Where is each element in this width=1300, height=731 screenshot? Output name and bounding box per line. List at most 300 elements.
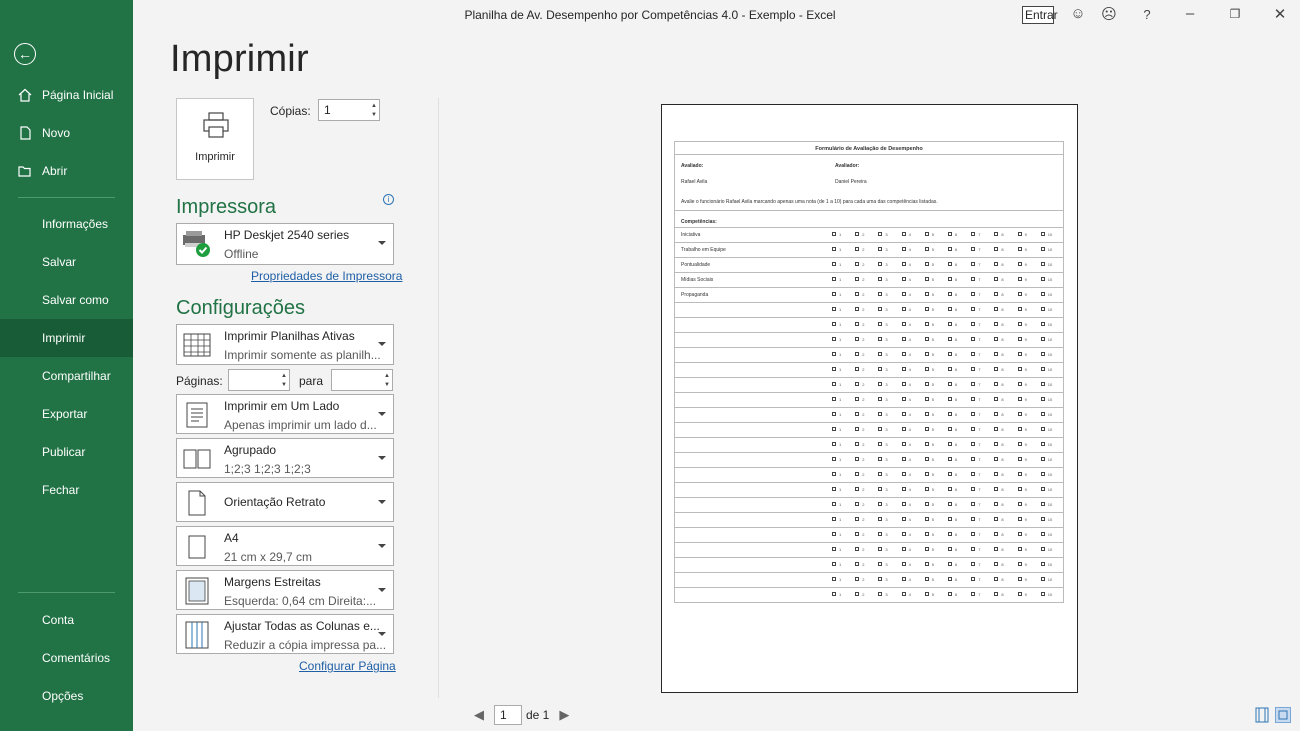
rating-number: 5 (931, 322, 935, 327)
rating-row (675, 423, 1063, 438)
rating-row (675, 543, 1063, 558)
rating-number: 3 (885, 502, 888, 507)
rating-row (675, 243, 1063, 258)
rating-checkbox (971, 592, 975, 596)
rating-number: 3 (885, 577, 888, 582)
rating-number: 1 (839, 232, 842, 237)
rating-number: 6 (955, 412, 958, 417)
rating-checkbox (902, 292, 906, 296)
rating-checkbox (832, 352, 836, 356)
rating-checkbox (1041, 232, 1045, 236)
rating-number: 4 (908, 307, 911, 312)
rating-checkbox (878, 367, 882, 371)
rating-row (675, 438, 1063, 453)
rating-number: 4 (908, 397, 911, 402)
rating-number: 4 (908, 487, 911, 492)
rating-number: 2 (862, 412, 865, 417)
orientation-dropdown[interactable] (176, 482, 394, 522)
rating-checkbox (902, 547, 906, 551)
rating-number: 5 (931, 247, 935, 252)
rating-number: 4 (908, 532, 911, 537)
rating-checkbox (878, 517, 882, 521)
rating-number: 9 (1024, 547, 1027, 552)
rating-checkbox (971, 502, 975, 506)
rating-number: 9 (1024, 367, 1027, 372)
rating-checkbox (878, 487, 882, 491)
rating-checkbox (1018, 457, 1022, 461)
rating-number: 2 (862, 517, 865, 522)
rating-number: 7 (978, 247, 981, 252)
rating-checkbox (971, 487, 975, 491)
rating-number: 6 (955, 532, 958, 537)
setting-title: Orientação Retrato (224, 495, 326, 509)
minimize-icon[interactable]: – (1185, 5, 1195, 22)
rating-number: 2 (862, 307, 865, 312)
scaling-dropdown[interactable] (176, 614, 394, 654)
rating-number: 3 (885, 427, 888, 432)
printer-properties-link[interactable]: Propriedades de Impressora (251, 269, 403, 283)
rating-number: 1 (839, 577, 842, 582)
rating-checkbox (855, 562, 859, 566)
rating-number: 1 (839, 367, 842, 372)
rating-number: 4 (908, 292, 911, 297)
rating-checkbox (878, 247, 882, 251)
rating-number: 9 (1024, 277, 1027, 282)
rating-checkbox (878, 307, 882, 311)
rating-number: 1 (839, 442, 842, 447)
rating-checkbox (855, 577, 859, 581)
rating-number: 10 (1047, 502, 1053, 507)
rating-number: 4 (908, 502, 911, 507)
rating-row (675, 528, 1063, 543)
nav-informacoes[interactable] (0, 205, 133, 243)
rating-checkbox (878, 577, 882, 581)
rating-number: 1 (839, 562, 842, 567)
rating-checkbox (1018, 382, 1022, 386)
rating-number: 5 (931, 397, 935, 402)
rating-number: 2 (862, 502, 865, 507)
rating-checkbox (855, 517, 859, 521)
rating-number: 10 (1047, 412, 1053, 417)
rating-checkbox (948, 592, 952, 596)
pages-to-input[interactable] (331, 369, 393, 391)
rating-number: 6 (955, 577, 958, 582)
rating-number: 5 (931, 517, 935, 522)
rating-number: 6 (955, 247, 958, 252)
rating-checkbox (925, 442, 929, 446)
rating-number: 8 (1001, 442, 1004, 447)
rating-checkbox (1041, 487, 1045, 491)
rating-checkbox (878, 262, 882, 266)
rating-checkbox (971, 427, 975, 431)
prev-page-icon[interactable]: ◀ (474, 707, 484, 722)
competencia-name: Pontualidade (681, 262, 711, 268)
nav-abrir[interactable] (0, 152, 133, 190)
rating-checkbox (971, 562, 975, 566)
rating-checkbox (971, 292, 975, 296)
rating-number: 9 (1024, 457, 1027, 462)
rating-number: 6 (955, 427, 958, 432)
rating-number: 7 (978, 532, 981, 537)
rating-checkbox (832, 247, 836, 251)
nav-conta[interactable] (0, 601, 133, 639)
rating-checkbox (948, 517, 952, 521)
rating-checkbox (948, 532, 952, 536)
rating-number: 10 (1047, 517, 1053, 522)
rating-number: 2 (862, 532, 865, 537)
rating-number: 9 (1024, 397, 1027, 402)
rating-checkbox (878, 532, 882, 536)
rating-checkbox (925, 472, 929, 476)
rating-checkbox (1041, 442, 1045, 446)
rating-row (675, 483, 1063, 498)
print-button[interactable] (176, 98, 254, 180)
rating-number: 9 (1024, 592, 1027, 597)
rating-number: 2 (862, 232, 865, 237)
rating-row (675, 453, 1063, 468)
rating-number: 3 (885, 232, 888, 237)
rating-checkbox (971, 472, 975, 476)
rating-checkbox (994, 262, 998, 266)
rating-checkbox (902, 367, 906, 371)
nav-label: Compartilhar (42, 369, 111, 383)
copies-value: 1 (324, 103, 331, 117)
nav-pagina-inicial[interactable] (0, 76, 133, 114)
rating-number: 5 (931, 367, 935, 372)
rating-checkbox (1018, 292, 1022, 296)
nav-label: Abrir (42, 164, 68, 178)
rating-checkbox (948, 382, 952, 386)
rating-number: 1 (839, 322, 842, 327)
rating-checkbox (832, 262, 836, 266)
rating-number: 3 (885, 442, 888, 447)
setting-title: Agrupado (224, 443, 277, 457)
rating-number: 10 (1047, 277, 1053, 282)
rating-number: 7 (978, 547, 981, 552)
rating-number: 8 (1001, 577, 1004, 582)
rating-number: 7 (978, 442, 981, 447)
nav-novo[interactable] (0, 114, 133, 152)
rating-row (675, 348, 1063, 363)
rating-number: 3 (885, 532, 888, 537)
rating-number: 9 (1024, 247, 1027, 252)
rating-number: 2 (862, 442, 865, 447)
restore-icon[interactable]: ❐ (1229, 7, 1241, 21)
rating-number: 9 (1024, 307, 1027, 312)
nav-exportar[interactable] (0, 395, 133, 433)
rating-checkbox (902, 337, 906, 341)
sides-dropdown[interactable] (176, 394, 394, 434)
rating-checkbox (971, 232, 975, 236)
rating-checkbox (994, 472, 998, 476)
rating-number: 1 (839, 292, 842, 297)
signin-button[interactable]: Entrar (1022, 6, 1054, 24)
collation-dropdown[interactable] (176, 438, 394, 478)
rating-row (675, 288, 1063, 303)
rating-number: 3 (885, 517, 888, 522)
rating-number: 2 (862, 277, 865, 282)
rating-checkbox (832, 487, 836, 491)
rating-checkbox (832, 382, 836, 386)
rating-checkbox (1018, 337, 1022, 341)
chevron-down-icon (378, 588, 386, 592)
rating-number: 5 (931, 472, 935, 477)
spin-down-icon[interactable]: ▼ (371, 112, 377, 118)
rating-number: 7 (978, 412, 981, 417)
rating-checkbox (948, 442, 952, 446)
rating-number: 8 (1001, 322, 1004, 327)
rating-number: 2 (862, 577, 865, 582)
rating-checkbox (994, 547, 998, 551)
printer-header: Impressora (176, 196, 277, 218)
rating-checkbox (832, 307, 836, 311)
rating-number: 5 (931, 442, 935, 447)
rating-checkbox (948, 472, 952, 476)
setting-desc: Imprimir somente as planilh... (224, 348, 381, 362)
spin-up-icon[interactable]: ▲ (281, 373, 287, 379)
rating-checkbox (902, 562, 906, 566)
rating-checkbox (1018, 277, 1022, 281)
rating-row (675, 558, 1063, 573)
backstage-sidebar (0, 0, 133, 731)
rating-number: 6 (955, 442, 958, 447)
rating-number: 2 (862, 397, 865, 402)
rating-checkbox (925, 457, 929, 461)
rating-number: 2 (862, 472, 865, 477)
rating-checkbox (855, 487, 859, 491)
spin-up-icon[interactable]: ▲ (384, 373, 390, 379)
frown-icon[interactable]: ☹ (1101, 6, 1117, 23)
info-icon[interactable]: i (383, 194, 394, 205)
rating-checkbox (1041, 367, 1045, 371)
zoom-to-page-icon[interactable] (1275, 707, 1291, 723)
rating-checkbox (1018, 577, 1022, 581)
rating-number: 7 (978, 322, 981, 327)
rating-checkbox (925, 547, 929, 551)
evaluated-name: Rafael Avila (681, 179, 708, 185)
copies-stepper[interactable] (318, 99, 380, 121)
spin-down-icon[interactable]: ▼ (281, 382, 287, 388)
pages-to-label: para (299, 374, 324, 388)
nav-salvar-como[interactable] (0, 281, 133, 319)
close-icon[interactable]: ✕ (1273, 6, 1287, 23)
rating-number: 2 (862, 427, 865, 432)
rating-number: 8 (1001, 292, 1004, 297)
rating-number: 9 (1024, 517, 1027, 522)
rating-checkbox (1018, 442, 1022, 446)
rating-row (675, 573, 1063, 588)
rating-checkbox (994, 592, 998, 596)
rating-number: 7 (978, 472, 981, 477)
rating-number: 8 (1001, 427, 1004, 432)
rating-number: 4 (908, 472, 911, 477)
page-navigator (474, 705, 569, 725)
rating-checkbox (1041, 427, 1045, 431)
rating-checkbox (971, 397, 975, 401)
rating-number: 7 (978, 337, 981, 342)
back-arrow-icon[interactable]: ← (14, 43, 36, 65)
rating-number: 4 (908, 322, 911, 327)
chevron-down-icon (378, 500, 386, 504)
rating-number: 1 (839, 457, 842, 462)
rating-checkbox (878, 472, 882, 476)
rating-checkbox (855, 292, 859, 296)
rating-number: 5 (931, 427, 935, 432)
rating-checkbox (855, 457, 859, 461)
rating-checkbox (878, 457, 882, 461)
form-header (674, 155, 1064, 211)
instruction-text: Avalie o funcionário Rafael Avila marcando apenas uma nota (de 1 a 10) para cada uma das competências listadas. (681, 199, 938, 205)
rating-number: 5 (931, 352, 935, 357)
rating-checkbox (994, 337, 998, 341)
sidebar-divider (18, 197, 115, 198)
rating-number: 10 (1047, 352, 1053, 357)
spin-down-icon[interactable]: ▼ (384, 382, 390, 388)
print-what-dropdown[interactable] (176, 324, 394, 365)
nav-compartilhar[interactable] (0, 357, 133, 395)
rating-checkbox (832, 517, 836, 521)
rating-checkbox (948, 292, 952, 296)
preview-sheet (674, 141, 1064, 603)
rating-number: 8 (1001, 562, 1004, 567)
nav-label: Informações (42, 217, 109, 231)
rating-number: 5 (931, 592, 935, 597)
rating-number: 5 (931, 412, 935, 417)
rating-number: 5 (931, 487, 935, 492)
nav-salvar[interactable] (0, 243, 133, 281)
rating-number: 5 (931, 547, 935, 552)
print-button-label: Imprimir (195, 151, 235, 163)
page-setup-link[interactable]: Configurar Página (299, 659, 396, 673)
rating-checkbox (855, 367, 859, 371)
nav-label: Imprimir (42, 331, 86, 345)
rating-checkbox (832, 547, 836, 551)
printer-dropdown[interactable] (176, 223, 394, 265)
paper-size-dropdown[interactable] (176, 526, 394, 566)
rating-checkbox (925, 367, 929, 371)
rating-number: 10 (1047, 262, 1053, 267)
panel-divider (438, 98, 439, 698)
rating-number: 1 (839, 307, 842, 312)
rating-number: 2 (862, 352, 865, 357)
pages-label: Páginas: (176, 374, 223, 388)
rating-checkbox (902, 442, 906, 446)
rating-checkbox (1041, 307, 1045, 311)
rating-checkbox (1041, 547, 1045, 551)
rating-number: 6 (955, 382, 958, 387)
rating-checkbox (948, 487, 952, 491)
rating-checkbox (948, 577, 952, 581)
rating-row (675, 408, 1063, 423)
rating-checkbox (948, 562, 952, 566)
next-page-icon[interactable]: ▶ (559, 707, 570, 722)
evaluated-label: Avaliado: (681, 163, 704, 169)
rating-number: 5 (931, 502, 935, 507)
rating-number: 8 (1001, 277, 1004, 282)
rating-checkbox (1041, 577, 1045, 581)
rating-checkbox (902, 397, 906, 401)
rating-number: 7 (978, 517, 981, 522)
rating-checkbox (878, 382, 882, 386)
rating-checkbox (855, 352, 859, 356)
rating-checkbox (855, 592, 859, 596)
show-margins-icon[interactable] (1254, 707, 1270, 723)
rating-number: 2 (862, 247, 865, 252)
evaluator-label: Avaliador: (835, 163, 860, 169)
rating-checkbox (878, 352, 882, 356)
rating-number: 3 (885, 547, 888, 552)
rating-checkbox (832, 277, 836, 281)
rating-number: 4 (908, 442, 911, 447)
rating-checkbox (994, 457, 998, 461)
rating-number: 8 (1001, 472, 1004, 477)
setting-desc: Apenas imprimir um lado d... (224, 418, 377, 432)
rating-checkbox (855, 502, 859, 506)
rating-checkbox (832, 292, 836, 296)
rating-checkbox (925, 247, 929, 251)
rating-number: 5 (931, 532, 935, 537)
rating-checkbox (855, 442, 859, 446)
rating-number: 5 (931, 277, 935, 282)
rating-number: 2 (862, 262, 865, 267)
rating-checkbox (971, 337, 975, 341)
rating-checkbox (1041, 412, 1045, 416)
chevron-down-icon (378, 241, 386, 245)
rating-number: 8 (1001, 382, 1004, 387)
rating-checkbox (878, 562, 882, 566)
spin-up-icon[interactable]: ▲ (371, 103, 377, 109)
rating-number: 7 (978, 427, 981, 432)
page-title: Imprimir (170, 38, 309, 80)
rating-number: 7 (978, 262, 981, 267)
rating-checkbox (878, 322, 882, 326)
rating-checkbox (948, 307, 952, 311)
rating-number: 10 (1047, 382, 1053, 387)
nav-imprimir[interactable] (0, 319, 133, 357)
setting-desc: Reduzir a cópia impressa pa... (224, 638, 387, 652)
rating-checkbox (832, 472, 836, 476)
smile-icon[interactable]: ☺ (1070, 5, 1086, 22)
pages-from-input[interactable] (228, 369, 290, 391)
rating-row (675, 513, 1063, 528)
rating-number: 9 (1024, 427, 1027, 432)
rating-number: 8 (1001, 502, 1004, 507)
rating-number: 6 (955, 292, 958, 297)
rating-number: 4 (908, 337, 911, 342)
rating-checkbox (1018, 352, 1022, 356)
rating-checkbox (925, 562, 929, 566)
rating-number: 10 (1047, 457, 1053, 462)
rating-number: 2 (862, 367, 865, 372)
rating-checkbox (855, 322, 859, 326)
rating-number: 6 (955, 487, 958, 492)
nav-opcoes[interactable] (0, 677, 133, 715)
nav-fechar[interactable] (0, 471, 133, 509)
rating-checkbox (1041, 502, 1045, 506)
rating-checkbox (878, 412, 882, 416)
rating-number: 10 (1047, 232, 1053, 237)
page-number-input[interactable]: 1 (494, 705, 522, 725)
margins-dropdown[interactable] (176, 570, 394, 610)
rating-number: 9 (1024, 562, 1027, 567)
nav-publicar[interactable] (0, 433, 133, 471)
help-icon[interactable]: ? (1143, 7, 1151, 22)
rating-checkbox (878, 397, 882, 401)
rating-number: 3 (885, 352, 888, 357)
rating-number: 9 (1024, 232, 1027, 237)
rating-checkbox (1041, 562, 1045, 566)
nav-comentarios[interactable] (0, 639, 133, 677)
